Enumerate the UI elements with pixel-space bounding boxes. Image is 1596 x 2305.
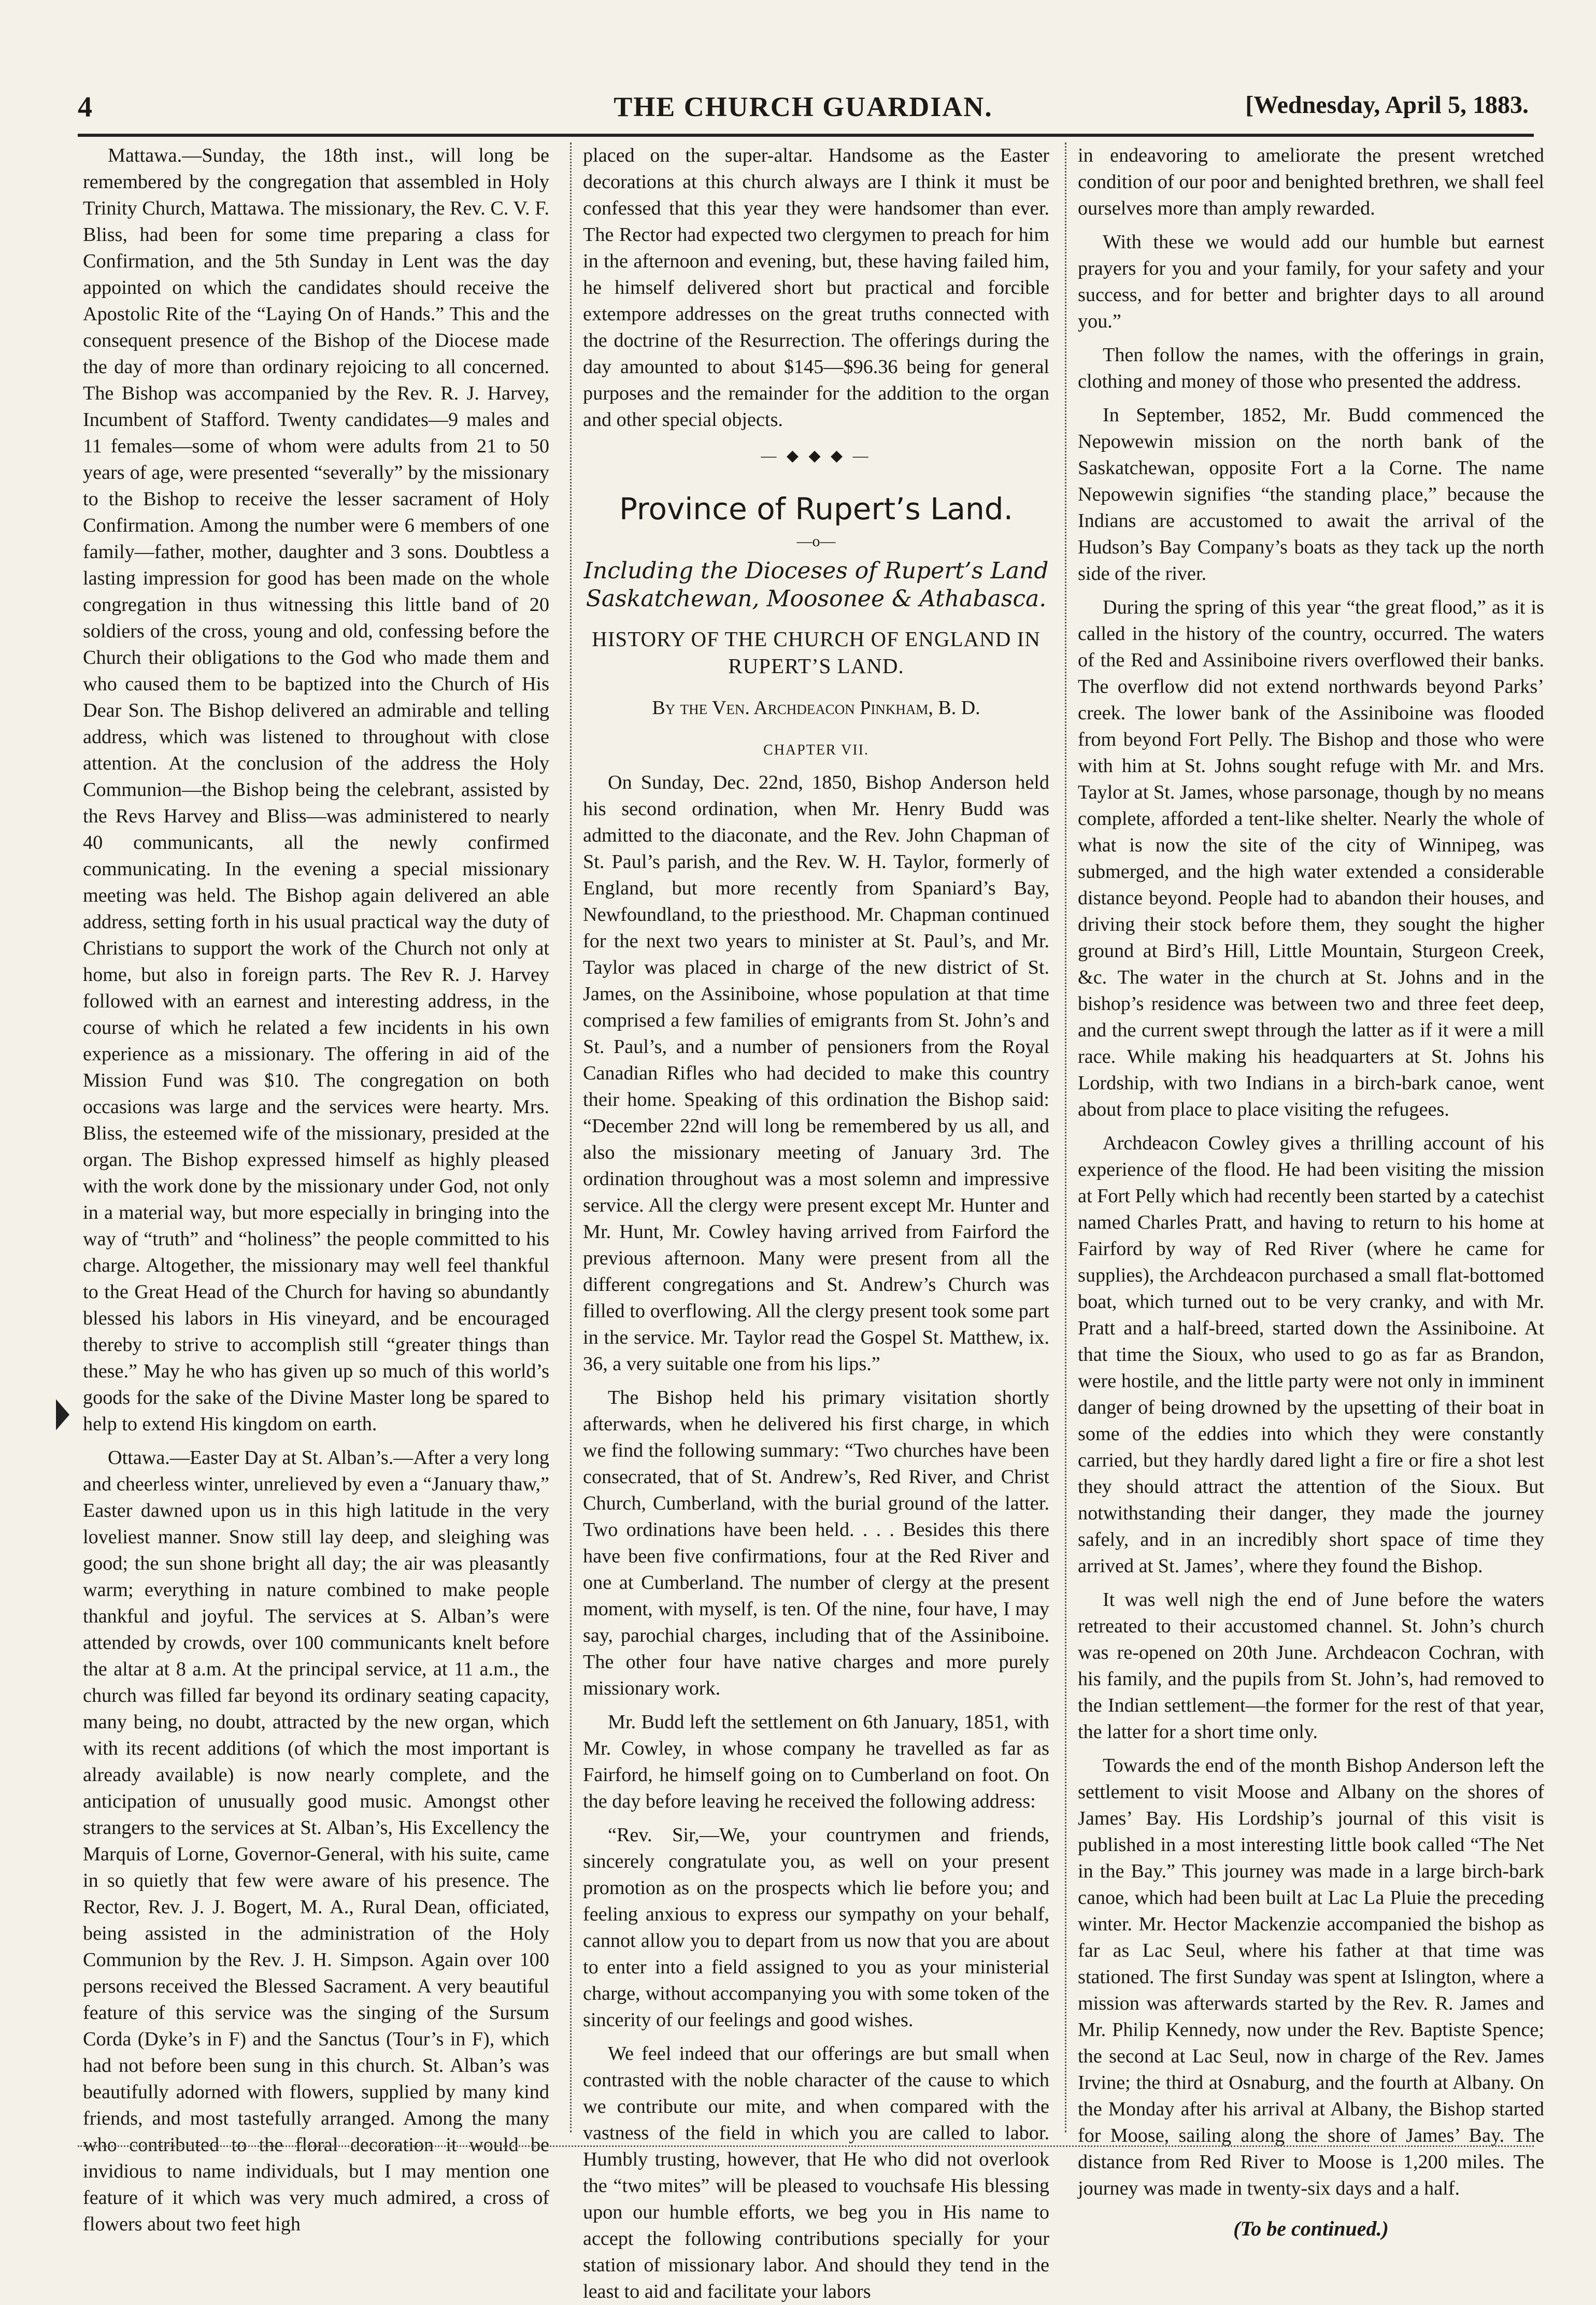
article-paragraph: Then follow the names, with the offerings in grain, clothing and money of those who presented the address. (1078, 344, 1544, 392)
article-paragraph: We feel indeed that our offerings are but small when contrasted with the noble character of the cause to which we contribute our mite, and when compared with the vastness of the field in which you are called to labor. Humbly trusting, however, that He who did not overlook the “two mites” will be pleased to vouchsafe His blessing upon our humble efforts, we beg you in His name to accept the following contributions specially for your station of missionary labor. And should they tend in the least to aid and facilitate your labors (583, 2043, 1049, 2302)
article-headline: HISTORY OF THE CHURCH OF ENGLAND IN RUPERT’S LAND. (592, 627, 1041, 678)
article-paragraph: With these we would add our humble but earnest prayers for you and your family, for your safety and your success, and for better and brighter days to all around you.” (1078, 231, 1544, 332)
article-byline: By the Ven. Archdeacon Pinkham, B. D. (652, 697, 980, 719)
issue-date: [Wednesday, April 5, 1883. (1245, 91, 1529, 119)
title-divider: —o— (796, 533, 836, 550)
to-be-continued-note: (To be continued.) (1233, 2217, 1389, 2240)
pointing-hand-icon (54, 1394, 73, 1435)
column-1 (83, 143, 549, 2235)
article-paragraph: Archdeacon Cowley gives a thrilling account of his experience of the flood. He had been visiting the mission at Fort Pelly which had recently been started by a catechist named Charles Pratt, and having to return to his home at Fairford by way of Red River (where he came for supplies), the Archdeacon purchased a small flat-bottomed boat, which turned out to be very cranky, and with Mr. Pratt and a half-breed, started down the Assiniboine. At that time the Sioux, who used to go as far as Brandon, were hostile, and the little party were not only in imminent danger of being drowned by the upsetting of their boat in some of the eddies into which they were constantly carried, but they hardly dared light a fire or fire a shot lest they should attract the attention of the Sioux. But notwithstanding their danger, they made the journey safely, and in an incredibly short space of time they arrived at St. James’, where they found the Bishop. (1078, 1132, 1544, 1577)
article-paragraph: In September, 1852, Mr. Budd commenced the Nepowewin mission on the north bank of the Saskatchewan, opposite Fort a la Corne. The name Nepowewin signifies “the standing place,” because the Indians are accustomed to await the arrival of the Hudson’s Bay Company’s boats as they tack up the north side of the river. (1078, 404, 1544, 585)
footer-rule (78, 2145, 1534, 2147)
header-rule (78, 134, 1534, 137)
article-paragraph: It was well nigh the end of June before the waters retreated to their accustomed channel. St. John’s church was re-opened on 20th June. Archdeacon Cochran, with his family, and the pupils from St. John’s, had removed to the Indian settlement—the former for the rest of that year, the latter for a short time only. (1078, 1589, 1544, 1743)
column-divider (1065, 143, 1066, 2132)
column-divider (570, 143, 572, 2132)
ottawa-article: Ottawa.—Easter Day at St. Alban’s.—After a very long and cheerless winter, unrelieved by even a “January thaw,” Easter dawned upon us in this high latitude in the very loveliest manner. Snow still lay deep, and sleighing was good; the sun shone bright all day; the air was pleasantly warm; everything in nature combined to make people thankful and joyful. The services at S. Alban’s were attended by crowds, over 100 communicants knelt before the altar at 8 a.m. At the principal service, at 11 a.m., the church was filled far beyond its ordinary seating capacity, many being, no doubt, attracted by the new organ, which with its recent additions (of which the most important is already available) is now nearly complete, and the anticipation of unusually good music. Amongst other strangers to the services at St. Alban’s, His Excellency the Marquis of Lorne, Governor-General, with his suite, came in so quietly that few were aware of his presence. The Rector, Rev. J. J. Bogert, M. A., Rural Dean, officiated, being assisted in the administration of the Holy Communion by the Rev. J. H. Simpson. Again over 100 persons received the Blessed Sacrament. A very beautiful feature of this service was the singing of the Sursum Corda (Dyke’s in F) and the Sanctus (Tour’s in F), which had not before been sung in this church. St. Alban’s was beautifully adorned with flowers, supplied by many kind friends, and most tastefully arranged. Among the many who contributed to the floral decoration it would be invidious to name individuals, but I may mention one feature of it which was very much admired, a cross of flowers about two feet high (83, 1447, 549, 2235)
article-paragraph: in endeavoring to ameliorate the present wretched condition of our poor and benighted brethren, we shall feel ourselves more than amply rewarded. (1078, 145, 1544, 219)
article-paragraph: Mr. Budd left the settlement on 6th January, 1851, with Mr. Cowley, in whose company he travelled as far as Fairford, he himself going on to Cumberland on foot. On the day before leaving he received the following address: (583, 1711, 1049, 1812)
section-ornament: — ◆ ◆ ◆ — (761, 447, 872, 464)
column-3 (1078, 143, 1544, 2240)
section-title: Province of Rupert’s Land. (619, 491, 1014, 527)
masthead (78, 86, 1529, 127)
article-paragraph: On Sunday, Dec. 22nd, 1850, Bishop Anderson held his second ordination, when Mr. Henry Budd was admitted to the diaconate, and the Rev. John Chapman of St. Paul’s parish, and the Rev. W. H. Taylor, formerly of England, but more recently from Spaniard’s Bay, Newfoundland, to the priesthood. Mr. Chapman continued for the next two years to minister at St. Paul’s, and Mr. Taylor was placed in charge of the new district of St. James, on the Assiniboine, whose population at that time comprised a few families of emigrants from St. John’s and St. Paul’s, and a number of pensioners from the Royal Canadian Rifles who had decided to make this country their home. Speaking of this ordination the Bishop said: “December 22nd will long be remembered by us all, and also the missionary meeting of January 3rd. The ordination throughout was a most solemn and impressive service. All the clergy were present except Mr. Hunter and Mr. Hunt, Mr. Cowley having arrived from Fairford the previous afternoon. Many were present from all the different congregations and St. Andrew’s Church was filled to overflowing. All the clergy present took some part in the service. Mr. Taylor read the Gospel St. Matthew, ix. 36, a very suitable one from his lips.” (583, 772, 1049, 1375)
article-paragraph: Towards the end of the month Bishop Anderson left the settlement to visit Moose and Albany on the shores of James’ Bay. His Lordship’s journal of this visit is published in a most interesting little book called “The Net in the Bay.” This journey was made in a large birch-bark canoe, which had been built at Lac La Pluie the preceding winter. Mr. Hector Mackenzie accompanied the bishop as far as Lac Seul, where his father at that time was stationed. The first Sunday was spent at Islington, where a mission was afterwards started by the Rev. R. James and Mr. Philip Kennedy, now under the Rev. Baptiste Spence; the second at Lac Seul, now in charge of the Rev. James Irvine; the third at Osnaburg, and the fourth at Albany. On the Monday after his arrival at Albany, the Bishop started for Moose, sailing along the shore of James’ Bay. The distance from Red River to Moose is 1,200 miles. The journey was made in twenty-six days and a half. (1078, 1755, 1544, 2199)
column-2 (583, 143, 1049, 2302)
page-number: 4 (78, 91, 92, 123)
article-paragraph: During the spring of this year “the great flood,” as it is called in the history of the country, occurred. The waters of the Red and Assiniboine rivers overflowed their banks. The overflow did not extend northwards beyond Parks’ creek. The lower bank of the Assiniboine was flooded from beyond Fort Pelly. The Bishop and those who were with him at St. Johns sought refuge with Mr. and Mrs. Taylor at St. James, whose parsonage, though by no means complete, afforded a tent-like shelter. Nearly the whole of what is now the site of the city of Winnipeg, was submerged, and the high water extended a considerable distance beyond. People had to abandon their houses, and driving their stock before them, they sought the higher ground at Bird’s Hill, Little Mountain, Sturgeon Creek, &c. The water in the church at St. Johns and in the bishop’s residence was between two and three feet deep, and the current swept through the latter as if it were a mill race. While making his headquarters at St. Johns his Lordship, with two Indians in a birch-bark canoe, went about from place to place visiting the refugees. (1078, 596, 1544, 1120)
article-paragraph: The Bishop held his primary visitation shortly afterwards, when he delivered his first charge, in which we find the following summary: “Two churches have been consecrated, that of St. Andrew’s, Red River, and Christ Church, Cumberland, with the burial ground of the latter. Two ordinations have been held. . . . Besides this there have been five confirmations, four at the Red River and one at Cumberland. The number of clergy at the present moment, with myself, is ten. Of the nine, four have, I may say, parochial charges, including that of the Assiniboine. The other four have native charges and more purely missionary work. (583, 1387, 1049, 1699)
section-subtitle: Including the Dioceses of Rupert’s Land Saskatchewan, Moosonee & Athabasca. (583, 558, 1049, 612)
chapter-heading: CHAPTER VII. (763, 742, 869, 758)
ottawa-article-continued: placed on the super-altar. Handsome as the Easter decorations at this church always are I think it must be confessed that this year they were handsomer than ever. The Rector had expected two clergymen to preach for him in the afternoon and evening, but, these having failed him, he himself delivered short but practical and forcible extempore addresses on the great truths connected with the doctrine of the Resurrection. The offerings during the day amounted to about $145—$96.36 being for general purposes and the remainder for the addition to the organ and other special objects. (583, 145, 1049, 431)
article-paragraph: “Rev. Sir,—We, your countrymen and friends, sincerely congratulate you, as well on your present promotion as on the prospects which lie before you; and feeling anxious to express our sympathy on your behalf, cannot allow you to depart from us now that you are about to enter into a field assigned to you as your ministerial charge, without accompanying you with some token of the sincerity of our feelings and good wishes. (583, 1824, 1049, 2031)
newspaper-title: THE CHURCH GUARDIAN. (614, 91, 993, 122)
mattawa-article: Mattawa.—Sunday, the 18th inst., will long be remembered by the congregation that assembled in Holy Trinity Church, Mattawa. The missionary, the Rev. C. V. F. Bliss, had been for some time preparing a class for Confirmation, and the 5th Sunday in Lent was the day appointed on which the candidates should receive the Apostolic Rite of the “Laying On of Hands.” This and the consequent presence of the Bishop of the Diocese made the day of more than ordinary rejoicing to all concerned. The Bishop was accompanied by the Rev. R. J. Harvey, Incumbent of Stafford. Twenty candidates—9 males and 11 females—some of whom were adults from 21 to 50 years of age, were presented “severally” by the missionary to the Bishop to receive the lesser sacrament of Holy Confirmation. Among the number were 6 members of one family—father, mother, daughter and 3 sons. Doubtless a lasting impression for good has been made on the whole congregation in thus witnessing this little band of 20 soldiers of the cross, young and old, confessing before the Church their obligations to the God who made them and who caused them to be baptized into the Church of His Dear Son. The Bishop delivered an admirable and telling address, which was listened to throughout with close attention. At the conclusion of the address the Holy Communion—the Bishop being the celebrant, assisted by the Revs Harvey and Bliss—was administered to nearly 40 communicants, all the newly confirmed communicating. In the evening a special missionary meeting was held. The Bishop again delivered an able address, setting forth in his usual practical way the duty of Christians to support the work of the Church not only at home, but also in foreign parts. The Rev R. J. Harvey followed with an earnest and interesting address, in the course of which he related a few incidents in his own experience as a missionary. The offering in aid of the Mission Fund was $10. The congregation on both occasions was large and the services were hearty. Mrs. Bliss, the esteemed wife of the missionary, presided at the organ. The Bishop expressed himself as highly pleased with the work done by the missionary under God, not only in a material way, but more especially in bringing into the way of “truth” and “holiness” the people committed to his charge. Altogether, the missionary may well feel thankful to the Great Head of the Church for having so abundantly blessed his labors in His vineyard, and be encouraged thereby to strive to accomplish still “greater things than these.” May he who has given up so much of this world’s goods for the sake of the Divine Master long be spared to help to extend His kingdom on earth. (83, 145, 549, 1435)
